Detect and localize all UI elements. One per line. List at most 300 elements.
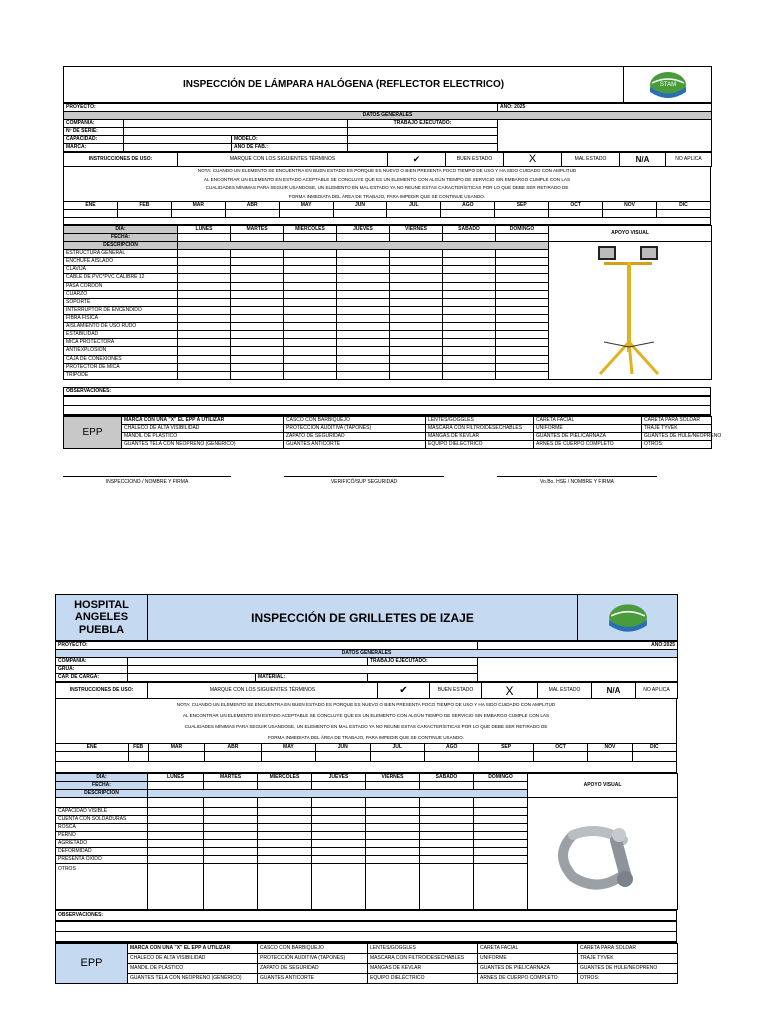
check-cell[interactable] <box>178 306 231 314</box>
check-cell[interactable] <box>390 290 443 298</box>
epp-item[interactable]: GUANTES TELA CON NEOPRENO (GENÉRICO) <box>128 974 258 984</box>
check-cell[interactable] <box>474 816 528 824</box>
check-cell[interactable] <box>390 274 443 282</box>
check-cell[interactable] <box>496 266 549 274</box>
material-field[interactable] <box>368 674 478 682</box>
check-cell[interactable] <box>258 864 312 910</box>
check-cell[interactable] <box>231 258 284 266</box>
month-cell[interactable] <box>656 210 710 218</box>
check-cell[interactable] <box>148 848 204 856</box>
check-cell[interactable] <box>443 371 496 379</box>
hse-signature[interactable]: Vo.Bo. HSE / NOMBRE Y FIRMA <box>497 476 657 485</box>
month-cell[interactable] <box>316 752 370 762</box>
epp-item[interactable]: ZAPATO DE SEGURIDAD <box>258 964 368 974</box>
check-cell[interactable] <box>148 808 204 816</box>
check-cell[interactable] <box>178 371 231 379</box>
month-header: AGO <box>441 202 495 210</box>
check-cell[interactable] <box>258 808 312 816</box>
check-cell[interactable] <box>420 864 474 910</box>
check-cell[interactable] <box>284 258 337 266</box>
check-cell[interactable] <box>204 832 258 840</box>
check-cell[interactable] <box>443 306 496 314</box>
month-cell[interactable] <box>279 210 333 218</box>
check-cell[interactable] <box>443 274 496 282</box>
epp-item[interactable]: MANDIL DE PLÁSTICO <box>128 964 258 974</box>
month-cell[interactable] <box>148 752 204 762</box>
check-cell[interactable] <box>148 824 204 832</box>
epp-item[interactable]: OTROS: <box>578 974 678 984</box>
check-cell[interactable] <box>231 363 284 371</box>
day-header: MARTES <box>204 774 258 782</box>
epp-item[interactable]: CARETA FACIAL <box>534 417 642 425</box>
check-cell[interactable] <box>443 339 496 347</box>
check-cell[interactable] <box>337 298 390 306</box>
check-cell[interactable] <box>258 824 312 832</box>
epp-item[interactable]: ARNES DE CUERPO COMPLETO <box>478 974 578 984</box>
epp-item[interactable]: GUANTES TELA CON NEOPRENO (GENÉRICO) <box>122 441 284 449</box>
check-cell[interactable] <box>284 266 337 274</box>
month-header: ENE <box>64 202 118 210</box>
check-cell[interactable] <box>312 856 366 864</box>
check-cell[interactable] <box>390 371 443 379</box>
check-cell[interactable] <box>390 266 443 274</box>
item-label: TRIPODE <box>64 371 178 379</box>
halogen-lamp-icon <box>590 242 670 377</box>
date-cell[interactable] <box>178 234 231 242</box>
check-cell[interactable] <box>204 798 258 808</box>
work-field-2[interactable] <box>348 128 498 136</box>
check-cell[interactable] <box>366 856 420 864</box>
good-state-label: BUEN ESTADO <box>430 683 482 699</box>
check-cell[interactable] <box>496 347 549 355</box>
check-cell[interactable] <box>178 282 231 290</box>
check-cell[interactable] <box>496 250 549 258</box>
check-cell[interactable] <box>204 816 258 824</box>
check-cell[interactable] <box>337 266 390 274</box>
check-cell[interactable] <box>474 808 528 816</box>
epp-item[interactable]: MARCA CON UNA "X" EL EPP A UTILIZAR <box>128 944 258 954</box>
check-cell[interactable] <box>366 832 420 840</box>
day-header: DOMINGO <box>496 226 549 234</box>
check-cell[interactable] <box>443 290 496 298</box>
check-cell[interactable] <box>496 331 549 339</box>
epp-item[interactable]: TRAJE TYVEK <box>642 425 712 433</box>
check-cell[interactable] <box>443 347 496 355</box>
check-cell[interactable] <box>420 832 474 840</box>
day-header: SÁBADO <box>443 226 496 234</box>
epp-item[interactable]: CARETA PARA SOLDAR <box>578 944 678 954</box>
item-label: DEFORMIDAD <box>56 848 148 856</box>
check-cell[interactable] <box>337 282 390 290</box>
check-cell[interactable] <box>496 258 549 266</box>
check-cell[interactable] <box>178 323 231 331</box>
month-cell[interactable] <box>441 210 495 218</box>
check-cell[interactable] <box>337 355 390 363</box>
check-cell[interactable] <box>312 816 366 824</box>
check-cell[interactable] <box>231 306 284 314</box>
check-cell[interactable] <box>178 363 231 371</box>
epp-item[interactable]: CASCO CON BARBIQUEJO <box>258 944 368 954</box>
check-cell[interactable] <box>496 339 549 347</box>
check-cell[interactable] <box>204 848 258 856</box>
epp-label: EPP <box>64 417 122 449</box>
date-cell[interactable] <box>390 234 443 242</box>
check-cell[interactable] <box>284 290 337 298</box>
check-cell[interactable] <box>258 856 312 864</box>
month-cell[interactable] <box>261 752 315 762</box>
check-cell[interactable] <box>231 298 284 306</box>
check-cell[interactable] <box>258 816 312 824</box>
check-cell[interactable] <box>474 856 528 864</box>
check-cell[interactable] <box>258 832 312 840</box>
item-label: ENCHUFE AISLADO <box>64 258 178 266</box>
month-cell[interactable] <box>64 210 118 218</box>
observations-field[interactable] <box>64 396 711 406</box>
check-cell[interactable] <box>148 840 204 848</box>
month-cell[interactable] <box>549 210 603 218</box>
check-cell[interactable] <box>312 808 366 816</box>
check-cell[interactable] <box>284 314 337 322</box>
check-cell[interactable] <box>474 832 528 840</box>
date-cell[interactable] <box>258 782 312 790</box>
epp-item[interactable]: PROTECCIÓN AUDITIVA (TAPONES) <box>258 954 368 964</box>
check-cell[interactable] <box>390 258 443 266</box>
check-cell[interactable] <box>420 848 474 856</box>
check-cell[interactable] <box>474 848 528 856</box>
project-label: PROYECTO: <box>64 104 498 112</box>
check-cell[interactable] <box>390 323 443 331</box>
check-cell[interactable] <box>178 347 231 355</box>
check-cell[interactable] <box>337 306 390 314</box>
check-cell[interactable] <box>231 355 284 363</box>
lamp-instructions-table <box>63 152 712 167</box>
check-cell[interactable] <box>443 258 496 266</box>
check-cell[interactable] <box>390 347 443 355</box>
month-cell[interactable] <box>424 752 478 762</box>
check-cell[interactable] <box>366 848 420 856</box>
check-cell[interactable] <box>231 371 284 379</box>
check-cell[interactable] <box>474 798 528 808</box>
check-cell[interactable] <box>148 832 204 840</box>
epp-item[interactable]: ARNES DE CUERPO COMPLETO <box>534 441 642 449</box>
check-cell[interactable] <box>284 298 337 306</box>
epp-item[interactable]: MANGAS DE KEVLAR <box>426 433 534 441</box>
check-cell[interactable] <box>231 266 284 274</box>
date-cell[interactable] <box>312 782 366 790</box>
check-cell[interactable] <box>284 274 337 282</box>
epp-item[interactable]: MANDIL DE PLÁSTICO <box>122 433 284 441</box>
check-cell[interactable] <box>474 864 528 910</box>
description-label: DESCRIPCION <box>64 242 178 250</box>
check-cell[interactable] <box>178 266 231 274</box>
date-cell[interactable] <box>474 782 528 790</box>
check-mark-icon: ✔ <box>378 683 430 699</box>
check-cell[interactable] <box>178 355 231 363</box>
check-cell[interactable] <box>443 250 496 258</box>
month-cell[interactable] <box>387 210 441 218</box>
epp-item[interactable]: CARETA FACIAL <box>478 944 578 954</box>
epp-item[interactable]: LENTES/GOGGLES <box>368 944 478 954</box>
month-cell[interactable] <box>56 752 129 762</box>
check-cell[interactable] <box>443 282 496 290</box>
epp-item[interactable]: CHALECO DE ALTA VISIBILIDAD <box>122 425 284 433</box>
check-cell[interactable] <box>284 331 337 339</box>
check-cell[interactable] <box>284 282 337 290</box>
check-cell[interactable] <box>258 840 312 848</box>
check-cell[interactable] <box>390 250 443 258</box>
epp-item[interactable]: CARETA PARA SOLDAR <box>642 417 712 425</box>
epp-item[interactable]: MASCARA CON FILTRO/DESECHABLES <box>426 425 534 433</box>
month-cell[interactable] <box>632 752 676 762</box>
work-field[interactable] <box>498 120 712 152</box>
epp-item[interactable]: CASCO CON BARBIQUEJO <box>284 417 426 425</box>
fab-year-label: AÑO DE FAB.: <box>232 144 348 152</box>
check-cell[interactable] <box>258 798 312 808</box>
crane-field[interactable] <box>128 666 478 674</box>
check-cell[interactable] <box>258 848 312 856</box>
check-cell[interactable] <box>337 339 390 347</box>
check-cell[interactable] <box>231 347 284 355</box>
check-cell[interactable] <box>390 355 443 363</box>
check-cell[interactable] <box>443 314 496 322</box>
check-cell[interactable] <box>312 798 366 808</box>
check-cell[interactable] <box>178 331 231 339</box>
check-cell[interactable] <box>312 824 366 832</box>
model-field[interactable] <box>348 136 498 144</box>
month-cell[interactable] <box>205 752 261 762</box>
check-cell[interactable] <box>178 274 231 282</box>
observations-field[interactable] <box>56 921 677 932</box>
check-cell[interactable] <box>496 355 549 363</box>
month-cell[interactable] <box>588 752 632 762</box>
company-label: COMPAÑÍA: <box>64 120 124 128</box>
check-cell[interactable] <box>420 808 474 816</box>
date-cell[interactable] <box>337 234 390 242</box>
date-cell[interactable] <box>204 782 258 790</box>
epp-item[interactable]: LENTES/GOGGLES <box>426 417 534 425</box>
check-cell[interactable] <box>312 832 366 840</box>
check-cell[interactable] <box>474 840 528 848</box>
check-cell[interactable] <box>178 250 231 258</box>
check-cell[interactable] <box>178 258 231 266</box>
shackle-note <box>55 699 677 743</box>
check-cell[interactable] <box>366 808 420 816</box>
date-cell[interactable] <box>366 782 420 790</box>
brand-field[interactable] <box>124 144 232 152</box>
check-cell[interactable] <box>204 864 258 910</box>
epp-item[interactable]: MANGAS DE KEVLAR <box>368 964 478 974</box>
epp-item[interactable]: OTROS: <box>642 441 712 449</box>
check-cell[interactable] <box>443 323 496 331</box>
fab-year-field[interactable] <box>348 144 498 152</box>
check-cell[interactable] <box>420 824 474 832</box>
check-cell[interactable] <box>474 824 528 832</box>
epp-item[interactable]: MASCARA CON FILTRO/DESECHABLES <box>368 954 478 964</box>
date-cell[interactable] <box>231 234 284 242</box>
epp-item[interactable]: UNIFORME <box>534 425 642 433</box>
epp-item[interactable]: EQUIPO DIELÉCTRICO <box>426 441 534 449</box>
check-cell[interactable] <box>337 363 390 371</box>
check-cell[interactable] <box>366 816 420 824</box>
date-cell[interactable] <box>420 782 474 790</box>
day-header: LUNES <box>148 774 204 782</box>
check-cell[interactable] <box>337 250 390 258</box>
check-cell[interactable] <box>231 290 284 298</box>
check-cell[interactable] <box>337 274 390 282</box>
check-cell[interactable] <box>312 864 366 910</box>
check-cell[interactable] <box>148 816 204 824</box>
check-cell[interactable] <box>178 339 231 347</box>
date-cell[interactable] <box>496 234 549 242</box>
capacity-field[interactable] <box>124 136 232 144</box>
month-cell[interactable] <box>128 752 148 762</box>
check-cell[interactable] <box>312 840 366 848</box>
check-cell[interactable] <box>284 306 337 314</box>
check-cell[interactable] <box>284 323 337 331</box>
load-capacity-field[interactable] <box>128 674 256 682</box>
check-cell[interactable] <box>390 363 443 371</box>
work-field[interactable] <box>478 658 678 682</box>
check-cell[interactable] <box>496 323 549 331</box>
observations-field[interactable] <box>64 406 711 416</box>
check-cell[interactable] <box>337 290 390 298</box>
check-cell[interactable] <box>496 306 549 314</box>
epp-item[interactable]: PROTECCIÓN AUDITIVA (TAPONES) <box>284 425 426 433</box>
check-cell[interactable] <box>443 266 496 274</box>
inspector-signature[interactable]: INSPECCIONO / NOMBRE Y FIRMA <box>63 476 231 485</box>
check-cell[interactable] <box>496 274 549 282</box>
check-cell[interactable] <box>420 856 474 864</box>
check-cell[interactable] <box>443 331 496 339</box>
month-cell[interactable] <box>533 752 587 762</box>
check-cell[interactable] <box>496 371 549 379</box>
company-field[interactable] <box>124 120 348 128</box>
check-cell[interactable] <box>366 840 420 848</box>
item-label: ROSCA <box>56 824 148 832</box>
check-cell[interactable] <box>178 290 231 298</box>
check-cell[interactable] <box>496 314 549 322</box>
check-cell[interactable] <box>231 331 284 339</box>
verifier-signature[interactable]: VERIFICÓ/SUP SEGURIDAD <box>284 476 444 485</box>
company-logo <box>624 67 712 103</box>
check-cell[interactable] <box>231 314 284 322</box>
check-cell[interactable] <box>366 798 420 808</box>
observations-field[interactable] <box>56 932 677 943</box>
month-cell[interactable] <box>225 210 279 218</box>
month-header: MAR <box>171 202 225 210</box>
check-cell[interactable] <box>337 371 390 379</box>
check-cell[interactable] <box>390 331 443 339</box>
check-cell[interactable] <box>204 808 258 816</box>
check-cell[interactable] <box>496 363 549 371</box>
check-cell[interactable] <box>496 290 549 298</box>
date-cell[interactable] <box>284 234 337 242</box>
month-cell[interactable] <box>603 210 657 218</box>
check-cell[interactable] <box>178 298 231 306</box>
epp-item[interactable]: MARCA CON UNA "X" EL EPP A UTILIZAR <box>122 417 284 425</box>
check-cell[interactable] <box>231 274 284 282</box>
check-cell[interactable] <box>204 856 258 864</box>
check-cell[interactable] <box>443 298 496 306</box>
check-cell[interactable] <box>284 371 337 379</box>
epp-item[interactable]: GUANTES DE HULE/NEOPRENO <box>642 433 712 441</box>
check-cell[interactable] <box>231 323 284 331</box>
check-cell[interactable] <box>337 258 390 266</box>
check-cell[interactable] <box>366 864 420 910</box>
epp-item[interactable]: CHALECO DE ALTA VISIBILIDAD <box>128 954 258 964</box>
day-header: JUEVES <box>337 226 390 234</box>
check-cell[interactable] <box>390 282 443 290</box>
check-cell[interactable] <box>231 339 284 347</box>
check-cell[interactable] <box>312 848 366 856</box>
month-cell[interactable] <box>479 752 533 762</box>
check-cell[interactable] <box>337 331 390 339</box>
check-cell[interactable] <box>178 314 231 322</box>
epp-item[interactable]: UNIFORME <box>478 954 578 964</box>
check-cell[interactable] <box>148 856 204 864</box>
epp-item[interactable]: GUANTES DE PIEL/CARNAZA <box>534 433 642 441</box>
epp-item[interactable]: EQUIPO DIELÉCTRICO <box>368 974 478 984</box>
check-cell[interactable] <box>231 282 284 290</box>
check-cell[interactable] <box>443 363 496 371</box>
epp-item[interactable]: TRAJE TYVEK <box>578 954 678 964</box>
serial-label: Nº DE SERIE: <box>64 128 124 136</box>
check-cell[interactable] <box>204 824 258 832</box>
check-cell[interactable] <box>204 840 258 848</box>
check-cell[interactable] <box>496 298 549 306</box>
check-cell[interactable] <box>231 250 284 258</box>
check-cell[interactable] <box>496 282 549 290</box>
check-cell[interactable] <box>337 347 390 355</box>
check-cell[interactable] <box>337 323 390 331</box>
date-cell[interactable] <box>443 234 496 242</box>
check-cell[interactable] <box>148 864 204 910</box>
check-cell[interactable] <box>284 355 337 363</box>
month-cell[interactable] <box>370 752 424 762</box>
month-cell[interactable] <box>333 210 387 218</box>
check-cell[interactable] <box>284 339 337 347</box>
month-cell[interactable] <box>495 210 549 218</box>
check-cell[interactable] <box>390 339 443 347</box>
epp-item[interactable]: GUANTES ANTICORTE <box>258 974 368 984</box>
month-cell[interactable] <box>117 210 171 218</box>
epp-item[interactable]: GUANTES DE PIEL/CARNAZA <box>478 964 578 974</box>
check-cell[interactable] <box>284 347 337 355</box>
check-cell[interactable] <box>284 363 337 371</box>
serial-field[interactable] <box>124 128 348 136</box>
check-cell[interactable] <box>443 355 496 363</box>
check-cell[interactable] <box>366 824 420 832</box>
epp-item[interactable]: GUANTES DE HULE/NEOPRENO <box>578 964 678 974</box>
check-cell[interactable] <box>390 314 443 322</box>
check-cell[interactable] <box>148 798 204 808</box>
month-header: DIC <box>632 744 676 752</box>
check-cell[interactable] <box>337 314 390 322</box>
check-cell[interactable] <box>420 816 474 824</box>
month-header: JUN <box>316 744 370 752</box>
date-cell[interactable] <box>148 782 204 790</box>
epp-item[interactable]: ZAPATO DE SEGURIDAD <box>284 433 426 441</box>
company-field[interactable] <box>128 658 368 666</box>
epp-item[interactable]: GUANTES ANTICORTE <box>284 441 426 449</box>
check-cell[interactable] <box>390 298 443 306</box>
month-cell[interactable] <box>171 210 225 218</box>
check-cell[interactable] <box>420 798 474 808</box>
check-cell[interactable] <box>390 306 443 314</box>
check-cell[interactable] <box>284 250 337 258</box>
lamp-general-table <box>63 103 712 152</box>
check-cell[interactable] <box>420 840 474 848</box>
